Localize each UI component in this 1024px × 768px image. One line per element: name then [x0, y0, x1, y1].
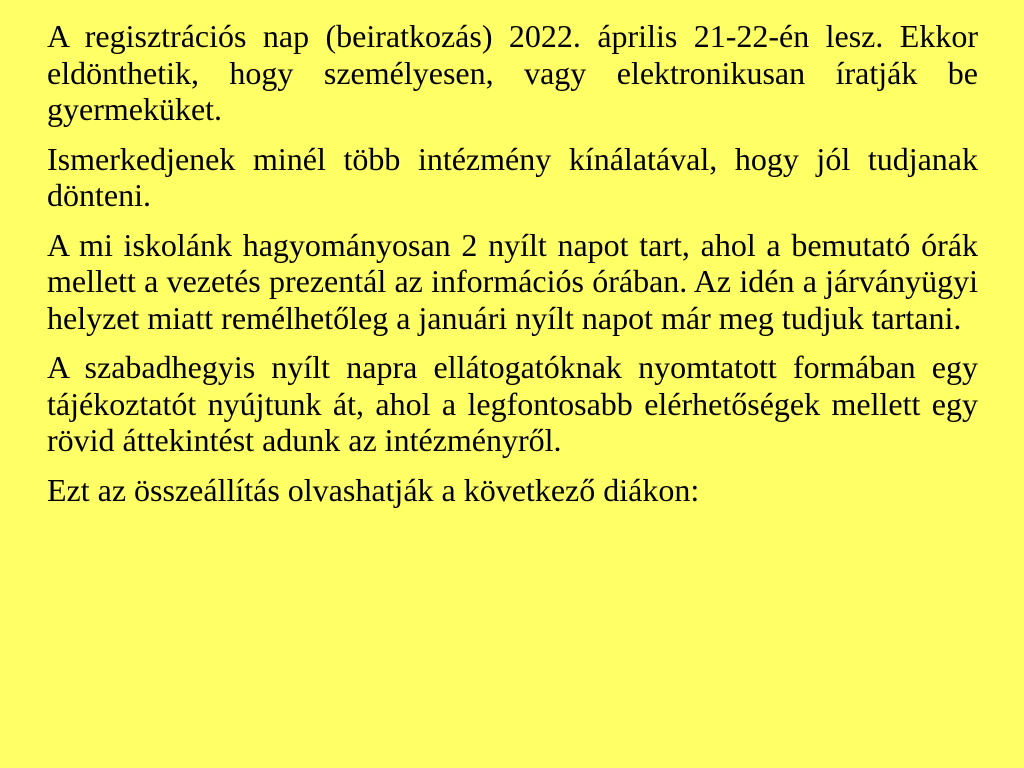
paragraph-printed-brochure: A szabadhegyis nyílt napra ellátogatóknak nyomtatott formában egy tájékoztatót nyújtunk át, ahol a legfontosabb elérhetőségek mellett egy rövid áttekintést adunk az intézményről.: [47, 349, 978, 458]
paragraph-registration-date: A regisztrációs nap (beiratkozás) 2022. április 21-22-én lesz. Ekkor eldönthetik, hogy személyesen, vagy elektronikusan íratják be gyermeküket.: [47, 18, 978, 127]
paragraph-open-days: A mi iskolánk hagyományosan 2 nyílt napot tart, ahol a bemutató órák mellett a vezetés prezentál az információs órában. Az idén a járványügyi helyzet miatt remélhetőleg a januári nyílt napot már meg tudjuk tartani.: [47, 226, 978, 336]
paragraph-next-slides: Ezt az összeállítás olvashatják a következő diákon:: [47, 471, 700, 508]
paragraph-explore-institutions: Ismerkedjenek minél több intézmény kínálatával, hogy jól tudjanak dönteni.: [47, 140, 978, 213]
